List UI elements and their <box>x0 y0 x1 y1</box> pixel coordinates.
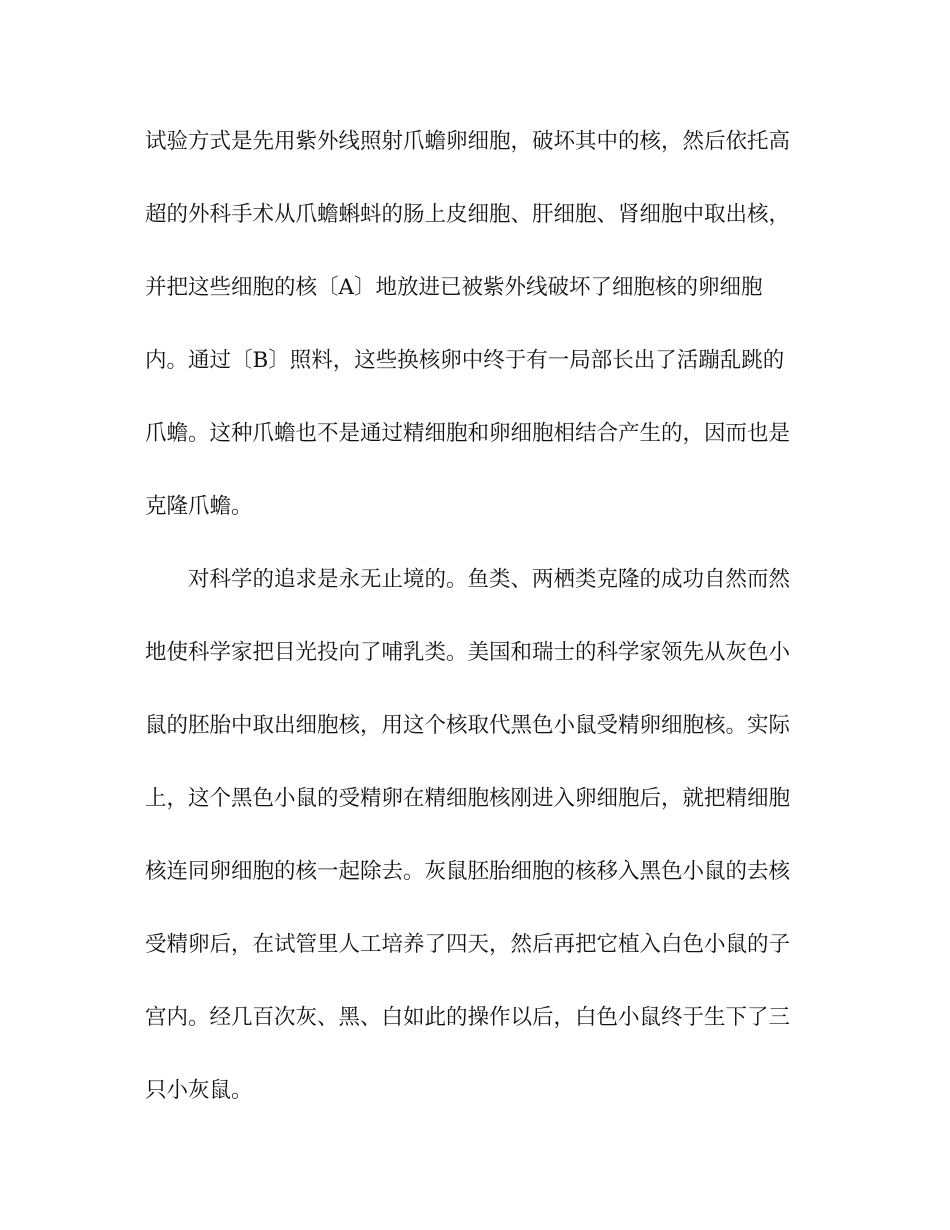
text-line-8: 地使科学家把目光投向了哺乳类。美国和瑞士的科学家领先从灰色小 <box>145 640 791 665</box>
text-line-2: 超的外科手术从爪蟾蝌蚪的肠上皮细胞、肝细胞、肾细胞中取出核， <box>145 202 791 227</box>
text-line-9: 鼠的胚胎中取出细胞核，用这个核取代黑色小鼠受精卵细胞核。实际 <box>145 713 791 738</box>
text-line-3: 并把这些细胞的核〔A〕地放进已被紫外线破坏了细胞核的卵细胞 <box>145 275 763 300</box>
text-line-7: 对科学的追求是永无止境的。鱼类、两栖类克隆的成功自然而然 <box>188 567 791 592</box>
text-line-4: 内。通过〔B〕照料，这些换核卵中终于有一局部长出了活蹦乱跳的 <box>145 348 785 373</box>
text-line-13: 宫内。经几百次灰、黑、白如此的操作以后，白色小鼠终于生下了三 <box>145 1005 791 1030</box>
text-line-6: 克隆爪蟾。 <box>145 494 253 519</box>
text-line-1: 试验方式是先用紫外线照射爪蟾卵细胞，破坏其中的核，然后依托高 <box>145 129 791 154</box>
text-line-12: 受精卵后，在试管里人工培养了四天，然后再把它植入白色小鼠的子 <box>145 932 791 957</box>
text-line-5: 爪蟾。这种爪蟾也不是通过精细胞和卵细胞相结合产生的，因而也是 <box>145 421 791 446</box>
text-line-10: 上，这个黑色小鼠的受精卵在精细胞核刚进入卵细胞后，就把精细胞 <box>145 786 791 811</box>
text-line-14: 只小灰鼠。 <box>145 1078 253 1103</box>
text-line-11: 核连同卵细胞的核一起除去。灰鼠胚胎细胞的核移入黑色小鼠的去核 <box>145 859 791 884</box>
